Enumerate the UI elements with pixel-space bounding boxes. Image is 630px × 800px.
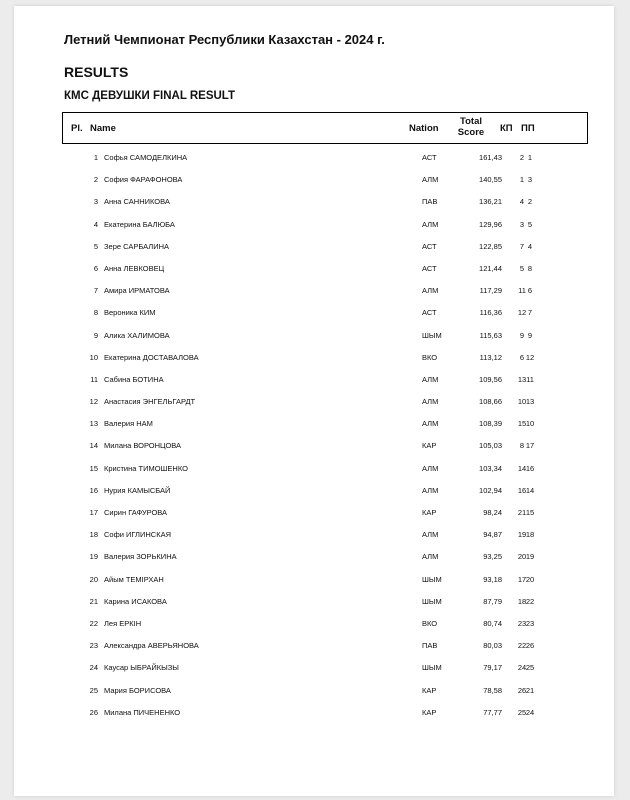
place-cell: 2 (93, 175, 98, 185)
total-score-cell: 122,85 (479, 241, 502, 251)
kp-cell: 18 (517, 596, 527, 606)
total-score-cell: 121,44 (479, 263, 502, 273)
nation-cell: КАР (422, 685, 437, 695)
total-score-cell: 103,34 (479, 463, 502, 473)
place-cell: 19 (89, 552, 98, 562)
table-row (62, 236, 588, 258)
place-cell: 17 (89, 508, 98, 517)
pp-cell: 4 (527, 241, 533, 251)
kp-cell: 13 (517, 374, 527, 384)
place-cell: 11 (90, 374, 98, 384)
place-cell: 5 (93, 241, 98, 251)
kp-cell: 7 (519, 241, 525, 251)
place-cell: 26 (89, 707, 98, 717)
table-row (62, 458, 588, 480)
nation-cell: АЛМ (422, 175, 439, 185)
pp-cell: 5 (527, 219, 533, 229)
table-row (62, 302, 588, 324)
pp-cell: 20 (525, 574, 535, 584)
total-score-cell: 94,87 (483, 530, 502, 540)
kp-cell: 10 (517, 397, 527, 407)
column-header-kp: КП (500, 123, 513, 134)
results-heading: RESULTS (64, 64, 129, 80)
place-cell: 9 (93, 330, 98, 340)
pp-cell: 3 (527, 175, 533, 185)
table-row (62, 391, 588, 413)
athlete-name-cell: Милана ВОРОНЦОВА (104, 441, 182, 451)
total-score-cell: 140,55 (479, 175, 502, 185)
athlete-name-cell: Вероника КИМ (104, 308, 156, 318)
athlete-name-cell: Карина ИСАКОВА (104, 596, 167, 606)
athlete-name-cell: Сирин ГАФУРОВА (104, 508, 168, 517)
table-row (62, 435, 588, 457)
athlete-name-cell: София ФАРАФОНОВА (104, 175, 183, 185)
pp-cell: 1 (527, 153, 533, 162)
place-cell: 3 (93, 197, 98, 207)
table-row (62, 191, 588, 213)
nation-cell: ПАВ (422, 641, 438, 651)
athlete-name-cell: Анна ЛЕВКОВЕЦ (104, 263, 165, 273)
total-score-cell: 98,24 (483, 508, 502, 517)
athlete-name-cell: Кристина ТИМОШЕНКО (104, 463, 188, 473)
athlete-name-cell: Софья САМОДЕЛКИНА (104, 153, 188, 162)
table-row (62, 147, 588, 169)
nation-cell: АЛМ (422, 463, 439, 473)
pp-cell: 15 (525, 508, 535, 517)
nation-cell: ШЫМ (422, 663, 442, 673)
total-score-cell: 102,94 (479, 485, 502, 495)
kp-cell: 2 (519, 153, 525, 162)
nation-cell: АСТ (422, 308, 437, 318)
table-row (62, 613, 588, 635)
total-score-cell: 129,96 (479, 219, 502, 229)
pp-cell: 16 (525, 463, 535, 473)
athlete-name-cell: Милана ПИЧЕНЕНКО (104, 707, 181, 717)
nation-cell: АЛМ (422, 485, 439, 495)
pp-cell: 26 (525, 641, 535, 651)
place-cell: 20 (89, 574, 98, 584)
kp-cell: 16 (517, 485, 527, 495)
table-row (62, 169, 588, 191)
athlete-name-cell: Валерия НАМ (104, 419, 153, 429)
table-row (62, 369, 588, 391)
table-row (62, 480, 588, 502)
total-score-cell: 77,77 (483, 707, 502, 717)
table-row (62, 524, 588, 546)
total-score-cell: 161,43 (479, 153, 502, 162)
nation-cell: АЛМ (422, 219, 439, 229)
pp-cell: 13 (525, 397, 535, 407)
nation-cell: ПАВ (422, 197, 438, 207)
athlete-name-cell: Анна САННИКОВА (104, 197, 170, 207)
table-row (62, 680, 588, 702)
athlete-name-cell: Нурия КАМЫСБАЙ (104, 485, 171, 495)
pp-cell: 8 (527, 263, 533, 273)
athlete-name-cell: Зере САРБАЛИНА (104, 241, 170, 251)
place-cell: 21 (89, 596, 98, 606)
nation-cell: АЛМ (422, 397, 439, 407)
pp-cell: 10 (525, 419, 535, 429)
column-header-pp: ПП (521, 123, 535, 134)
pp-cell: 24 (525, 707, 535, 717)
athlete-name-cell: Софи ИГЛИНСКАЯ (104, 530, 171, 540)
column-header-nation: Nation (409, 123, 439, 134)
place-cell: 13 (89, 419, 98, 429)
pp-cell: 6 (527, 286, 533, 296)
total-score-cell: 93,18 (483, 574, 502, 584)
athlete-name-cell: Екатерина БАЛЮБА (104, 219, 175, 229)
pp-cell: 9 (527, 330, 533, 340)
column-header-total-score: Total Score (457, 116, 485, 138)
athlete-name-cell: Александра АВЕРЬЯНОВА (104, 641, 199, 651)
kp-cell: 26 (517, 685, 527, 695)
nation-cell: АЛМ (422, 419, 439, 429)
kp-cell: 23 (517, 618, 527, 628)
pp-cell: 22 (525, 596, 535, 606)
athlete-name-cell: Сабина БОТИНА (104, 374, 164, 384)
table-header (62, 112, 588, 144)
table-row (62, 280, 588, 302)
athlete-name-cell: Каусар ЫБРАЙКЫЗЫ (104, 663, 179, 673)
kp-cell: 20 (517, 552, 527, 562)
nation-cell: ШЫМ (422, 596, 442, 606)
pp-cell: 7 (527, 308, 533, 318)
table-row (62, 325, 588, 347)
kp-cell: 24 (517, 663, 527, 673)
column-header-pl: Pl. (71, 123, 83, 134)
pp-cell: 11 (526, 374, 534, 384)
kp-cell: 19 (517, 530, 527, 540)
nation-cell: КАР (422, 441, 437, 451)
category-title: КМС ДЕВУШКИ FINAL RESULT (64, 90, 236, 102)
place-cell: 14 (89, 441, 98, 451)
event-title: Летний Чемпионат Республики Казахстан - 2024 г. (64, 32, 385, 47)
pp-cell: 18 (525, 530, 535, 540)
kp-cell: 1 (519, 175, 525, 185)
athlete-name-cell: Мария БОРИСОВА (104, 685, 171, 695)
pp-cell: 12 (525, 352, 535, 362)
place-cell: 7 (93, 286, 98, 296)
kp-cell: 22 (517, 641, 527, 651)
nation-cell: ШЫМ (422, 574, 442, 584)
total-score-cell: 79,17 (483, 663, 502, 673)
nation-cell: АЛМ (422, 286, 439, 296)
nation-cell: АСТ (422, 153, 437, 162)
kp-cell: 17 (517, 574, 527, 584)
place-cell: 15 (89, 463, 98, 473)
total-score-cell: 93,25 (483, 552, 502, 562)
kp-cell: 5 (519, 263, 525, 273)
table-row (62, 347, 588, 369)
kp-cell: 3 (519, 219, 525, 229)
place-cell: 24 (89, 663, 98, 673)
kp-cell: 12 (517, 308, 527, 318)
pp-cell: 19 (525, 552, 535, 562)
table-row (62, 258, 588, 280)
pp-cell: 14 (525, 485, 535, 495)
table-row (62, 546, 588, 568)
total-score-cell: 105,03 (479, 441, 502, 451)
total-score-cell: 113,12 (479, 352, 502, 362)
kp-cell: 25 (517, 707, 527, 717)
athlete-name-cell: Алика ХАЛИМОВА (104, 330, 170, 340)
athlete-name-cell: Анастасия ЭНГЕЛЬГАРДТ (104, 397, 196, 407)
place-cell: 6 (93, 263, 98, 273)
nation-cell: АСТ (422, 263, 437, 273)
place-cell: 10 (89, 352, 98, 362)
nation-cell: АСТ (422, 241, 437, 251)
table-row (62, 635, 588, 657)
nation-cell: КАР (422, 707, 437, 717)
total-score-cell: 80,74 (483, 618, 502, 628)
athlete-name-cell: Лея ЕРКІН (104, 618, 142, 628)
place-cell: 22 (89, 618, 98, 628)
kp-cell: 11 (518, 286, 526, 296)
pp-cell: 23 (525, 618, 535, 628)
table-row (62, 591, 588, 613)
nation-cell: АЛМ (422, 552, 439, 562)
athlete-name-cell: Валерия ЗОРЬКИНА (104, 552, 177, 562)
results-table-body (62, 147, 588, 724)
nation-cell: ШЫМ (422, 330, 442, 340)
total-score-cell: 87,79 (483, 596, 502, 606)
total-score-cell: 108,39 (479, 419, 502, 429)
table-row (62, 214, 588, 236)
total-score-cell: 80,03 (483, 641, 502, 651)
total-score-cell: 115,63 (479, 330, 502, 340)
place-cell: 4 (93, 219, 98, 229)
column-header-name: Name (90, 123, 116, 134)
total-score-cell: 78,58 (483, 685, 502, 695)
place-cell: 8 (93, 308, 98, 318)
nation-cell: АЛМ (422, 530, 439, 540)
total-score-cell: 108,66 (479, 397, 502, 407)
place-cell: 23 (89, 641, 98, 651)
kp-cell: 21 (517, 508, 527, 517)
place-cell: 12 (89, 397, 98, 407)
table-row (62, 413, 588, 435)
place-cell: 25 (89, 685, 98, 695)
pp-cell: 17 (525, 441, 535, 451)
place-cell: 1 (93, 153, 98, 162)
athlete-name-cell: Екатерина ДОСТАВАЛОВА (104, 352, 199, 362)
kp-cell: 8 (519, 441, 525, 451)
nation-cell: АЛМ (422, 374, 439, 384)
kp-cell: 14 (517, 463, 527, 473)
total-score-cell: 109,56 (479, 374, 502, 384)
table-row (62, 502, 588, 524)
pp-cell: 2 (527, 197, 533, 207)
nation-cell: ВКО (422, 352, 438, 362)
nation-cell: ВКО (422, 618, 438, 628)
pp-cell: 25 (525, 663, 535, 673)
nation-cell: КАР (422, 508, 437, 517)
kp-cell: 4 (519, 197, 525, 207)
pp-cell: 21 (525, 685, 535, 695)
total-score-cell: 136,21 (479, 197, 502, 207)
athlete-name-cell: Амира ИРМАТОВА (104, 286, 170, 296)
total-score-cell: 116,36 (479, 308, 502, 318)
results-sheet (14, 6, 614, 796)
total-score-cell: 117,29 (479, 286, 502, 296)
kp-cell: 15 (517, 419, 527, 429)
table-row (62, 702, 588, 724)
table-row (62, 569, 588, 591)
athlete-name-cell: Айым ТЕМІРХАН (104, 574, 164, 584)
kp-cell: 6 (519, 352, 525, 362)
place-cell: 18 (89, 530, 98, 540)
kp-cell: 9 (519, 330, 525, 340)
place-cell: 16 (89, 485, 98, 495)
table-row (62, 657, 588, 679)
